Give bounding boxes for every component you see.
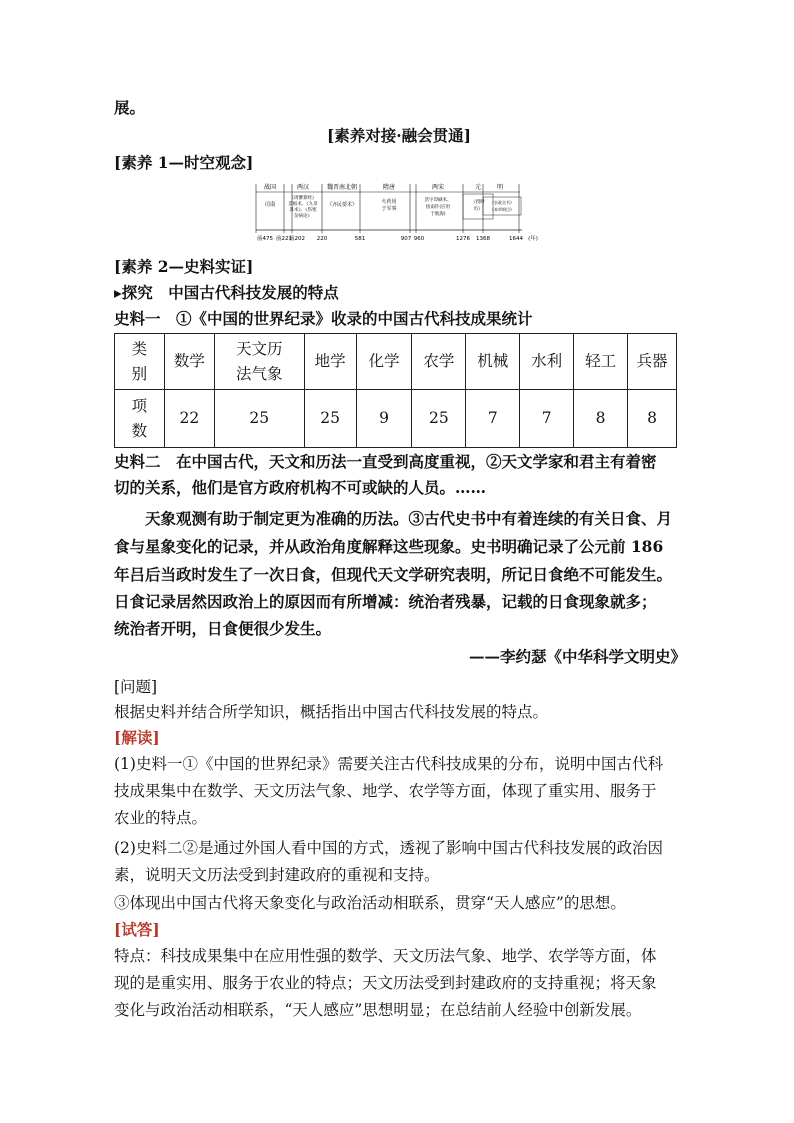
source-citation: ——李约瑟《中华科学文明史》 [468, 647, 686, 666]
table-cell: 25 [304, 390, 356, 448]
answer-label: [试答] [114, 920, 160, 939]
timeline-work: 《周髀算经》 [289, 196, 317, 201]
answer-line: 变化与政治活动相联系，“天人感应”思想明显；在总结前人经验中创新发展。 [114, 1001, 642, 1019]
table-header-row [115, 334, 677, 390]
timeline-tick: 前202 [289, 236, 305, 242]
table-row [115, 390, 677, 448]
timeline-tick: (年) [528, 236, 538, 242]
shiliao-2-line: 切的关系，他们是官方政府机构不可或缺的人员。…… [114, 478, 487, 497]
timeline-work: 活字印刷术、 [424, 198, 452, 203]
timeline-tick: 1368 [476, 236, 490, 242]
section-title: [素养对接·融会贯通] [326, 126, 472, 145]
timeline-period: 两汉 [296, 184, 310, 191]
timeline-work: 火药用 [381, 199, 397, 205]
timeline-work: 指南针(应用 [425, 205, 451, 210]
suyang-1-heading: [素养 1—时空观念] [114, 153, 254, 172]
timeline-period: 隋唐 [382, 184, 396, 191]
timeline-tick: 220 [316, 236, 328, 242]
question-label: [问题] [114, 678, 158, 696]
table-header-cell: 地学 [304, 334, 356, 390]
timeline-work: 造纸术、《九章 [288, 202, 318, 207]
analysis-line: 技成果集中在数学、天文历法气象、地学、农学等方面，体现了重实用、服务于 [114, 782, 657, 800]
timeline-work: 历》 [473, 207, 483, 212]
answer-line: 现的是重实用、服务于农业的特点；天文历法受到封建政府的支持重视；将天象 [114, 974, 657, 992]
timeline-tick: 1276 [456, 236, 470, 242]
table-header-cell: 农学 [412, 334, 466, 390]
timeline-work: 于军事 [381, 206, 397, 212]
shiliao-2-line: 史料二 在中国古代，天文和历法一直受到高度重视，②天文学家和君主有着密 [114, 452, 657, 471]
analysis-label: [解读] [114, 728, 160, 747]
timeline-work: 算术》、《伤寒 [289, 208, 317, 213]
suyang-2-heading: [素养 2—史料实证] [114, 257, 254, 276]
shiliao-1-heading: 史料一 ①《中国的世界纪录》收录的中国古代科技成果统计 [114, 309, 533, 328]
table-header-cell: 水利 [520, 334, 574, 390]
timeline-period: 明 [496, 184, 504, 191]
table-cell: 25 [214, 390, 304, 448]
table-header-cell: 机械 [466, 334, 520, 390]
shiliao-2-line: 年吕后当政时发生了一次日食，但现代天文学研究表明，所记日食绝不可能发生。 [114, 565, 673, 584]
continued-text: 展。 [114, 98, 146, 117]
table-cell: 25 [412, 390, 466, 448]
table-header-cell: 数学 [164, 334, 214, 390]
analysis-line: (1)史料一①《中国的世界纪录》需要关注古代科技成果的分布，说明中国古代科 [114, 755, 663, 773]
timeline-work: 杂病论》 [294, 214, 312, 219]
question-text: 根据史料并结合所学知识，概括指出中国古代科技发展的特点。 [114, 703, 549, 721]
timeline-tick: 前221 [276, 236, 292, 242]
table-cell: 22 [164, 390, 214, 448]
table-cell: 7 [520, 390, 574, 448]
timeline-work: 《授时 [471, 200, 485, 205]
analysis-line: 素，说明天文历法受到封建政府的重视和支持。 [114, 866, 440, 884]
timeline-tick: 907 [400, 236, 412, 242]
tech-stats-table [114, 333, 677, 448]
timeline-work: 司南 [264, 202, 276, 208]
table-cell: 8 [628, 390, 677, 448]
analysis-line: 农业的特点。 [114, 809, 208, 827]
timeline-tick: 581 [354, 236, 366, 242]
timeline-period: 元 [474, 184, 482, 191]
answer-line: 特点：科技成果集中在应用性强的数学、天文历法气象、地学、农学等方面，体 [114, 947, 657, 965]
timeline-period: 两宋 [431, 184, 445, 191]
table-header-cell: 兵器 [628, 334, 677, 390]
shiliao-2-line: 食与星象变化的记录，并从政治角度解释这些现象。史书明确记录了公元前 186 [114, 537, 664, 556]
table-header-cell: 天文历法气象 [214, 334, 304, 390]
analysis-line: ③体现出中国古代将天象变化与政治活动相联系，贯穿“天人感应”的思想。 [114, 894, 626, 912]
table-cell: 7 [466, 390, 520, 448]
table-header-cell: 类别 [115, 334, 165, 390]
timeline-tick: 960 [413, 236, 425, 242]
table-cell: 项数 [115, 390, 165, 448]
table-cell: 8 [574, 390, 628, 448]
timeline-figure [252, 180, 542, 246]
timeline-period: 战国 [263, 184, 277, 191]
shiliao-2-line: 天象观测有助于制定更为准确的历法。③古代史书中有着连续的有关日食、月 [145, 509, 673, 528]
analysis-line: (2)史料二②是通过外国人看中国的方式，透视了影响中国古代科技发展的政治因 [114, 839, 663, 857]
timeline-tick: 1644 [509, 236, 523, 242]
timeline-work: 《本草纲目》 [490, 207, 514, 212]
timeline-work: 《农政全书》 [490, 200, 514, 205]
timeline-work: 《齐民要术》 [326, 202, 358, 208]
shiliao-2-line: 统治者开明，日食便很少发生。 [114, 619, 332, 638]
table-header-cell: 轻工 [574, 334, 628, 390]
timeline-tick: 前475 [257, 236, 273, 242]
table-header-cell: 化学 [356, 334, 412, 390]
table-cell: 9 [356, 390, 412, 448]
explore-heading: ▸探究 中国古代科技发展的特点 [114, 283, 339, 302]
shiliao-2-line: 日食记录居然因政治上的原因而有所增减：统治者残暴，记载的日食现象就多； [114, 592, 657, 611]
timeline-work: 于航海) [430, 212, 446, 217]
timeline-period: 魏晋南北朝 [326, 184, 358, 191]
